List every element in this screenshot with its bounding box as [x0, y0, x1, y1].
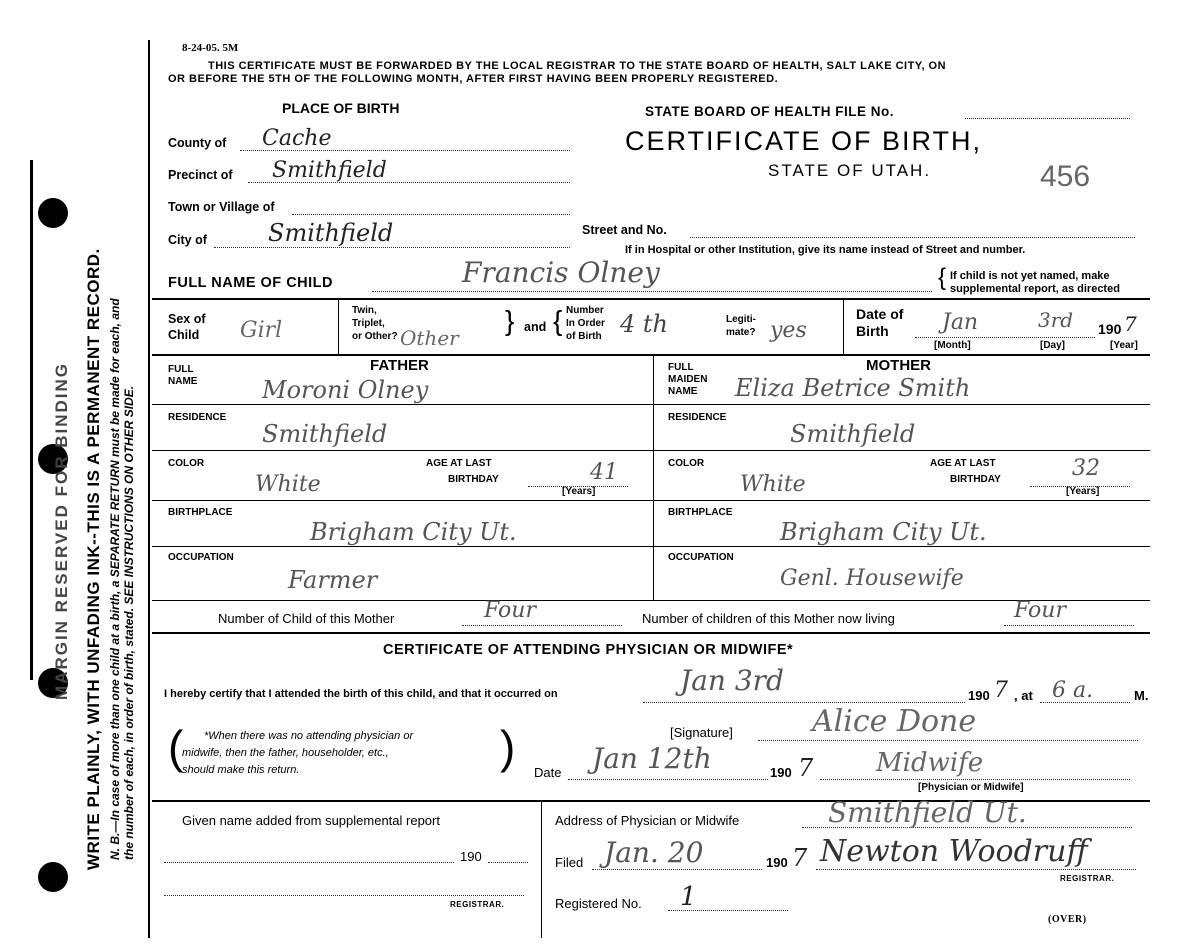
occurred-date: Jan 3rd — [680, 664, 784, 697]
mother-full-label-3: NAME — [668, 386, 698, 397]
child-name-line — [372, 291, 932, 292]
father-name: Moroni Olney — [262, 376, 429, 404]
supplemental-line — [164, 862, 454, 863]
punch-hole — [38, 198, 68, 228]
row-divider — [152, 298, 1150, 300]
mother-occupation: Genl. Housewife — [780, 566, 964, 591]
sex-value: Girl — [240, 318, 283, 343]
child-number-label: Number of Child of this Mother — [218, 611, 395, 626]
street-line — [690, 237, 1135, 238]
physician-note-3: should make this return. — [182, 764, 300, 776]
time-value: 6 a. — [1052, 678, 1094, 703]
number-brace: { — [553, 305, 563, 336]
city-label: City of — [168, 233, 207, 247]
registrar-label: REGISTRAR. — [1060, 874, 1115, 883]
row-divider — [152, 632, 1150, 634]
physician-title-caption: [Physician or Midwife] — [918, 782, 1024, 793]
supplemental-registrar-label: REGISTRAR. — [450, 900, 505, 909]
occurred-year-prefix: 190 — [968, 688, 990, 703]
date-year-prefix: 190 — [770, 765, 792, 780]
certificate-title: CERTIFICATE OF BIRTH, — [625, 126, 983, 156]
bottom-divider — [541, 800, 542, 938]
legit-label-2: mate? — [726, 327, 756, 338]
registrar-line — [816, 869, 1136, 870]
row-divider — [653, 450, 1150, 451]
child-number-line — [462, 625, 622, 626]
file-no-line — [965, 118, 1130, 119]
father-heading: FATHER — [370, 357, 429, 374]
physician-title-value: Midwife — [876, 748, 984, 778]
number-label-3: of Birth — [566, 331, 602, 342]
mother-birthplace: Brigham City Ut. — [780, 518, 987, 546]
town-line — [292, 214, 570, 215]
twin-label-3: or Other? — [352, 331, 398, 342]
mother-occupation-label: OCCUPATION — [668, 552, 734, 563]
note-brace-left: ( — [168, 721, 184, 773]
number-value: 4 th — [620, 310, 668, 338]
twin-brace: } — [505, 305, 515, 336]
father-age-label-2: BIRTHDAY — [448, 474, 499, 485]
father-age-label-1: AGE AT LAST — [426, 458, 492, 469]
city-line — [214, 247, 570, 248]
father-full-label-2: NAME — [168, 376, 198, 387]
number-label-1: Number — [566, 305, 604, 316]
file-no-label: STATE BOARD OF HEALTH FILE No. — [645, 104, 894, 119]
title-line — [820, 779, 1130, 780]
row-divider — [152, 546, 653, 547]
address-label: Address of Physician or Midwife — [555, 813, 740, 828]
mother-full-label-1: FULL — [668, 362, 694, 373]
filed-label: Filed — [555, 855, 584, 870]
registered-value: 1 — [680, 882, 697, 912]
physician-note-2: midwife, then the father, householder, etc., — [182, 747, 389, 759]
signature-label: [Signature] — [670, 725, 733, 740]
children-living-line — [1004, 625, 1134, 626]
dob-line — [915, 337, 1095, 338]
mother-birthplace-label: BIRTHPLACE — [668, 507, 733, 518]
mother-full-label-2: MAIDEN — [668, 374, 708, 385]
row-divider — [653, 500, 1150, 501]
physician-note-1: *When there was no attending physician or — [204, 730, 414, 742]
torn-edge — [0, 160, 33, 680]
year-caption: [Year] — [1110, 340, 1138, 351]
county-label: County of — [168, 136, 227, 150]
precinct-value: Smithfield — [272, 158, 387, 183]
dob-day: 3rd — [1038, 308, 1074, 332]
signature-value: Alice Done — [812, 704, 977, 739]
county-value: Cache — [262, 126, 332, 151]
father-color-label: COLOR — [168, 458, 205, 469]
father-occupation: Farmer — [288, 566, 378, 594]
mother-age: 32 — [1072, 456, 1100, 481]
mother-residence: Smithfield — [790, 420, 916, 448]
col-divider — [843, 298, 844, 354]
legit-value: yes — [770, 318, 807, 343]
mother-color-label: COLOR — [668, 458, 705, 469]
at-label: , at — [1014, 688, 1033, 703]
address-value: Smithfield Ut. — [828, 796, 1027, 829]
supplemental-year-prefix: 190 — [460, 849, 482, 864]
registered-label: Registered No. — [555, 896, 642, 911]
name-note-2: supplemental report, as directed — [950, 283, 1120, 295]
margin-note-2: the number of each, in order of birth, stated. SEE INSTRUCTIONS ON OTHER SIDE. — [122, 385, 136, 860]
town-label: Town or Village of — [168, 200, 275, 214]
twin-label-1: Twin, — [352, 305, 377, 316]
row-divider — [653, 404, 1150, 405]
filed-line — [592, 869, 762, 870]
children-living-label: Number of children of this Mother now living — [642, 611, 895, 626]
over-label: (OVER) — [1048, 914, 1087, 925]
date-value: Jan 12th — [592, 742, 712, 775]
sex-label-1: Sex of — [168, 312, 206, 326]
father-years-caption: [Years] — [562, 486, 596, 497]
supplemental-year-line — [488, 862, 528, 863]
place-of-birth-heading: PLACE OF BIRTH — [282, 100, 400, 116]
supplemental-label: Given name added from supplemental report — [182, 813, 440, 828]
hospital-note: If in Hospital or other Institution, give its name instead of Street and number. — [625, 244, 1026, 256]
file-number: 456 — [1040, 160, 1091, 193]
dob-label-2: Birth — [856, 323, 889, 339]
certificate-subtitle: STATE OF UTAH. — [768, 161, 932, 180]
margin-rule — [148, 40, 150, 938]
margin-reserved-text: MARGIN RESERVED FOR BINDING — [52, 362, 71, 700]
row-divider — [653, 546, 1150, 547]
children-living-value: Four — [1014, 598, 1066, 623]
dob-year-digit: 7 — [1124, 312, 1137, 336]
mother-years-caption: [Years] — [1066, 486, 1100, 497]
child-number-value: Four — [484, 598, 536, 623]
father-occupation-label: OCCUPATION — [168, 552, 234, 563]
note-brace-right: ) — [500, 721, 516, 773]
notice-line-2: OR BEFORE THE 5TH OF THE FOLLOWING MONTH, AFTER FIRST HAVING BEEN PROPERLY REGISTERED. — [168, 73, 779, 85]
occurred-line — [643, 702, 965, 703]
child-name-value: Francis Olney — [462, 256, 660, 289]
filed-value: Jan. 20 — [604, 836, 704, 869]
mother-heading: MOTHER — [866, 357, 931, 374]
father-birthplace: Brigham City Ut. — [310, 518, 517, 546]
father-full-label-1: FULL — [168, 364, 194, 375]
supplemental-registrar-line — [164, 895, 524, 896]
col-divider — [338, 298, 339, 354]
date-label: Date — [534, 765, 562, 780]
number-label-2: In Order — [566, 318, 605, 329]
signature-line — [758, 740, 1138, 741]
twin-label-2: Triplet, — [352, 318, 385, 329]
father-residence-label: RESIDENCE — [168, 412, 227, 423]
street-label: Street and No. — [582, 223, 667, 237]
mother-color: White — [740, 472, 806, 497]
date-year-digit: 7 — [798, 754, 814, 782]
mother-name: Eliza Betrice Smith — [735, 374, 971, 402]
filed-year-digit: 7 — [792, 844, 808, 872]
certify-text: I hereby certify that I attended the birth of this child, and that it occurred on — [164, 688, 558, 700]
legit-label-1: Legiti- — [726, 314, 756, 325]
mother-age-label-1: AGE AT LAST — [930, 458, 996, 469]
father-age: 41 — [590, 460, 618, 485]
dob-label-1: Date of — [856, 306, 904, 322]
name-note-1: If child is not yet named, make — [950, 270, 1110, 282]
father-birthplace-label: BIRTHPLACE — [168, 507, 233, 518]
row-divider — [152, 600, 1150, 601]
filed-year-prefix: 190 — [766, 855, 788, 870]
row-divider — [152, 404, 653, 405]
mother-residence-label: RESIDENCE — [668, 412, 727, 423]
registrar-signature: Newton Woodruff — [820, 834, 1088, 869]
twin-value: Other — [400, 326, 459, 350]
dob-month: Jan — [942, 310, 979, 335]
punch-hole — [38, 862, 68, 892]
child-name-label: FULL NAME OF CHILD — [168, 275, 333, 291]
occurred-year-digit: 7 — [994, 678, 1008, 703]
row-divider — [152, 500, 653, 501]
name-note-brace: { — [938, 264, 947, 291]
row-divider — [152, 450, 653, 451]
dob-year-prefix: 190 — [1098, 321, 1122, 337]
row-divider — [152, 354, 1150, 356]
father-color: White — [255, 472, 321, 497]
mother-age-label-2: BIRTHDAY — [950, 474, 1001, 485]
precinct-label: Precinct of — [168, 168, 233, 182]
month-caption: [Month] — [934, 340, 971, 351]
parent-divider — [653, 354, 654, 600]
margin-instruction: WRITE PLAINLY, WITH UNFADING INK--THIS IS A PERMANENT RECORD. — [84, 248, 103, 870]
sex-label-2: Child — [168, 328, 200, 342]
city-value: Smithfield — [268, 219, 394, 247]
day-caption: [Day] — [1040, 340, 1066, 351]
margin-note-1: N. B.—In case of more than one child at a birth, a SEPARATE RETURN must be made for each, and — [108, 298, 122, 860]
and-label: and — [524, 320, 547, 334]
father-residence: Smithfield — [262, 420, 388, 448]
date-line — [568, 779, 768, 780]
physician-heading: CERTIFICATE OF ATTENDING PHYSICIAN OR MIDWIFE* — [383, 642, 794, 658]
form-code: 8-24-05. 5M — [182, 42, 239, 54]
notice-line-1: THIS CERTIFICATE MUST BE FORWARDED BY THE LOCAL REGISTRAR TO THE STATE BOARD OF HEALTH, SALT LAKE CITY, ON — [208, 60, 947, 72]
m-label: M. — [1134, 688, 1149, 703]
